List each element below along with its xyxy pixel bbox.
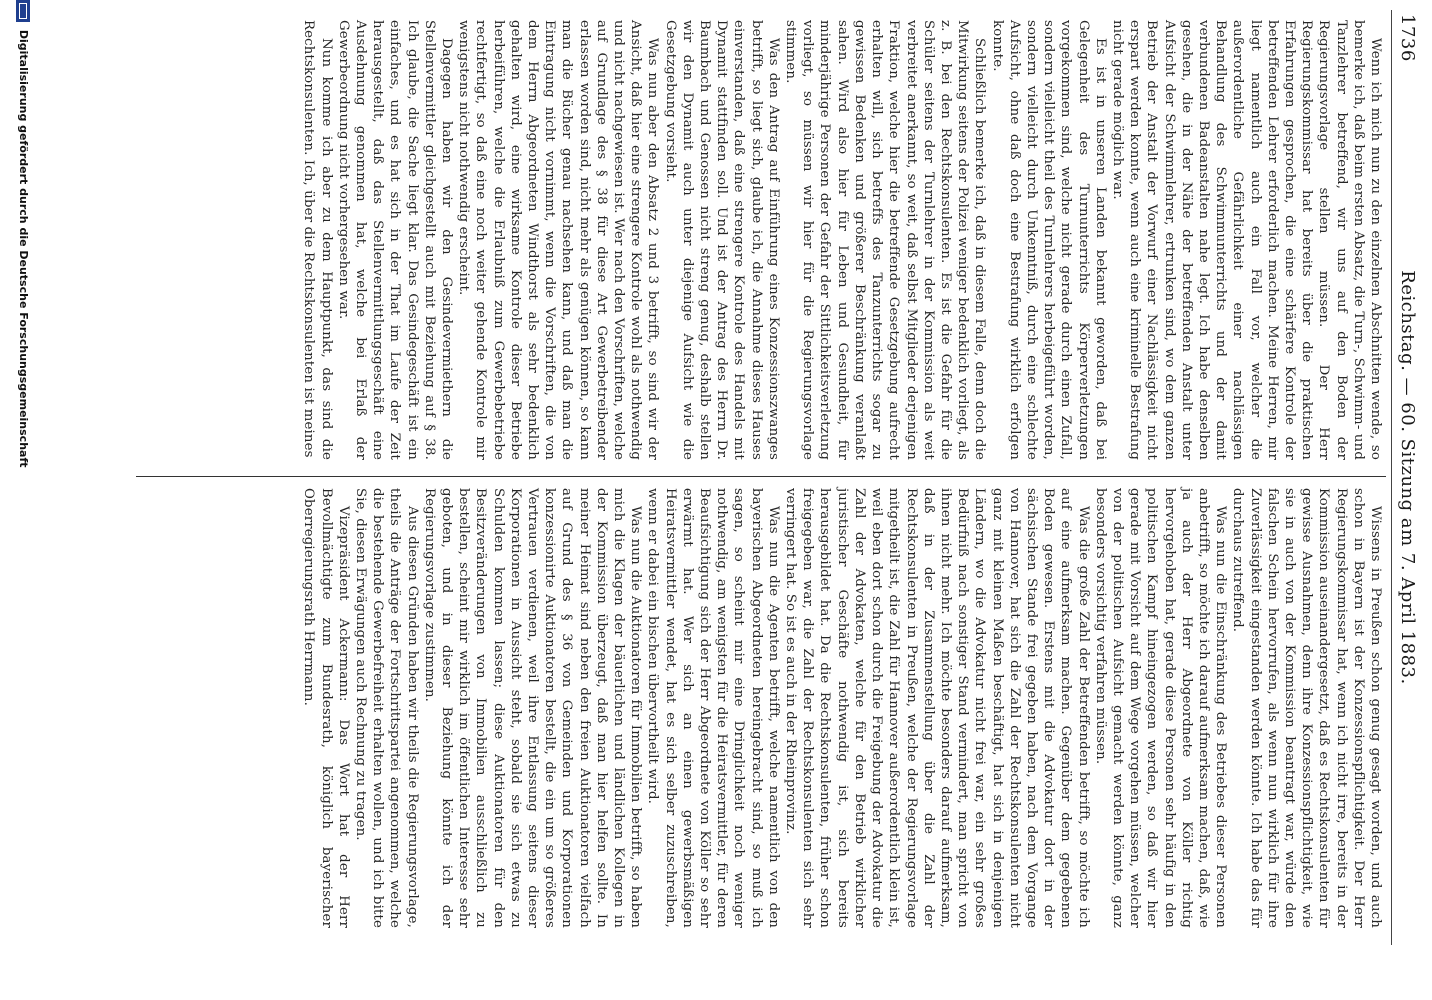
paragraph: Was die große Zahl der Betreffenden betrifft, so möchte ich auf eine aufmerksam machen. Gegenüber dem gegebenen Boden gewesen. Erstens mit die Advokatur dort in der sächsischen Stande frei gegeben haben, nach dem Vorgange von Hannover, hat sich die Zahl der Rechtskonsulenten nicht ganz mit kleinen Maßen beschäftigt, hat sich in denjenigen Ländern, wo die Advokatur nicht frei war, ein sehr großes Bedürfniß nach sonstiger Stand vermindert, man spricht von ihnen nicht mehr. Ich möchte besonders darauf aufmerksam, daß in der Zusammenstellung über die Zahl der Rechtskonsulenten in Preußen, welche der Regierungsvorlage mitgetheilt ist, die Zahl für Hannover außerordentlich klein ist, weil eben dort schon durch die Freigebung der Advokatur die Zahl der Advokaten, welche für den Betrieb wirklicher juristischer Geschäfte nothwendig ist, sich bereits herausgebildet hat. Da die Rechtskonsulenten, früher schon freigegeben war, die Zahl der Rechtskonsulenten sich sehr verringert hat. So ist es auch in der Rheinprovinz. [783,488,1091,928]
paragraph: Nun komme ich aber zu dem Hauptpunkt, das sind die Rechtskonsulenten. Ich, über die Rechtskonsulenten ist meines [301,20,334,460]
page-number: 1736 [1397,14,1418,62]
paragraph: Aus diesen Gründen haben wir theils die Regierungsvorlage, theils die Anträge der Fortschrittspartei angenommen, welche die bestehende Gewerbefreiheit erhalten wollen, und ich bitte Sie, diesen Erwägungen auch Rechnung zu tragen. [353,488,420,928]
digitization-credit [8,0,30,1000]
header-rule [1391,10,1392,945]
paragraph: Wenn ich mich nun zu den einzelnen Abschnitten wende, so bemerke ich, daß beim ersten Absatz, die Turn-, Schwimm- und Tanzlehrer betreffend, wir uns auf den Boden der Regierungsvorlage stellen müssen. Der Herr Regierungskommissar hat bereits über die praktischen Erfahrungen gesprochen, die eine schärfere Kontrole der betreffenden Lehrer erforderlich machen. Meine Herren, mir liegt namentlich auch ein Fall vor, welcher die außerordentliche Gefährlichkeit einer nachlässigen Behandlung des Schwimmunterrichts und der damit verbundenen Badeanstalten nahe legt. Ich habe denselben gesehen, die in der Nähe der betreffenden Anstalt unter Aufsicht der Schwimmlehrer, ertrunken sind, wo dem ganzen Betrieb der Anstalt der Vorwurf einer Nachlässigkeit nicht erspart werden konnte, wenn auch eine kriminelle Bestrafung nicht gerade möglich war. [1109,20,1383,460]
page-title: Reichstag. — 60. Sitzung am 7. April 1883. [1397,270,1418,685]
running-head [1388,10,1418,945]
paragraph: Was nun die Auktionatoren für Immobilien betrifft, so haben mich die Klagen der bäuerlichen und ländlichen Kollegen in der Kommission überzeugt, daß man hier helfen sollte. In meiner Heimat sind neben den freien Auktionatoren vielfach auf Grund des § 36 von Gemeinden und Korporationen konzessionirte Auktionatoren bestellt, die ein um so größeres Vertrauen verdienen, weil ihre Entlassung seitens dieser Korporationen in Aussicht steht, sobald sie sich etwas zu Schulden kommen lassen; diese Auktionatoren für den Besitzveränderungen von Immobilien ausschließlich zu bestellen, scheint mir wirklich im öffentlichen Interesse sehr geboten, und in dieser Beziehung könnte ich der Regierungsvorlage zustimmen. [421,488,644,928]
paragraph: Was den Antrag auf Einführung eines Konzessionszwanges betrifft, so liegt sich, glaube ich, die Annahme dieses Hauses einverstanden, daß eine strengere Kontrole des Handels mit Dynamit stattfinden soll. Und ist der Antrag des Herrn Dr. Baumbach und Genossen nicht streng genug, deshalb stellen wir den Dynamit auch unter diejenige Aufsicht wie die Gesetzgebung vorsieht. [662,20,781,460]
credit-text: Digitalisierung gefördert durch die Deutsche Forschungsgemeinschaft [17,29,30,468]
paragraph: Was nun aber den Absatz 2 und 3 betrifft, so sind wir der Ansicht, daß hier eine strengere Kontrole wohl als nothwendig und nicht nachgewiesen ist. Wer nach den Vorschriften, welche auf Grundlage des § 38 für diese Art Gewerbetreibender erlassen worden sind, nicht mehr als genügen können, so kann man die Bücher genau nachsehen kann, und daß man die Eintragung nicht vornimmt, wenn die Vorschriften, die von dem Herrn Abgeordneten Windthorst als sehr bedenklich gehalten wird, eine wirksame Kontrole dieser Betriebe herbeiführen, welche die Erlaubniß zum Gewerbebetriebe rechtfertigt, so daß eine noch weiter gehende Kontrole mir wenigstens nicht nothwendig erscheint. [456,20,661,460]
paragraph: Was nun die Einschränkung des Betriebes dieser Personen anbetrifft, so möchte ich darauf aufmerksam machen, daß, wie ja auch der Herr Abgeordnete von Köller richtig hervorgehoben hat, gerade diese Personen sehr häufig in den politischen Kampf hineingezogen werden, so daß wir hier gerade mit Vorsicht auf dem Wege vorgehen müssen, welcher von der politischen Aufsicht gemacht werden könnte, ganz besonders vorsichtig verfahren müssen. [1092,488,1229,928]
paragraph: Vizepräsident Ackermann: Das Wort hat der Herr Bevollmächtigte zum Bundesrath, königlich bayerischer Oberregierungsrath Herrmann. [301,488,351,928]
paragraph: Schließlich bemerke ich, daß in diesem Falle, denn doch die Mitwirkung seitens der Polizei weniger bedenklich vorliegt, als z. B. bei den Rechtskonsulenten. Es ist die Gefahr für die Schüler seitens der Turnlehrer in der Kommission als weit verbreitet anerkannt, so weit, daß selbst Mitglieder derjenigen Fraktion, welche hier die betreffende Gesetzgebung aufrecht erhalten will, sich betreffs des Tanzunterrichts sogar zu gewissen Bedenken und größerer Beschränkung veranlaßt sahen. Wird also hier für Leben und Gesundheit, für minderjährige Personen der Gefahr der Sittlichkeitsverletzung vorliegt, so müssen wir hier für die Regierungsvorlage stimmen. [783,20,988,460]
dfg-logo-icon [16,0,30,22]
right-text-column [301,488,1384,928]
paragraph: Wissens in Preußen schon genug gesagt worden, und auch schon in Bayern ist der Konzessionspflichtigkeit. Der Herr Regierungskommissar hat, wenn ich nicht irre, bereits in der Kommission auseinandergesetzt, daß es Rechtskonsulenten für gewisse Ausnahmen, denn ihre Konzessionspflichtigkeit, wie sie in auch von der Kommission beantragt war, würde den falschen Schein hervorrufen, als wenn nun wirklich für ihre Zuverlässigkeit eingestanden werden könnte. Ich habe das für durchaus zutreffend. [1230,488,1383,928]
column-divider [136,476,1386,477]
left-text-column [139,20,1384,460]
document-body [132,10,1432,945]
paragraph: Dagegen haben wir den Gesindevermiethern die Stellenvermittler gleichgestellt auch mit Beziehung auf § 38. Ich glaube, die Sache liegt klar. Das Gesindegeschäft ist ein einfaches, und es hat sich in der That im Laufe der Zeit herausgestellt, daß das Stellenvermittlungsgeschäft eine Ausdehnung genommen hat, welche bei Erlaß der Gewerbeordnung nicht vorhergesehen war. [335,20,455,460]
paragraph: Was nun die Agenten betrifft, welche namentlich von den bayerischen Abgeordneten hereingebracht sind, so muß ich sagen, so scheint mir eine Dringlichkeit noch weniger nothwendig, am wenigsten für die Heiratsvermittler, für deren Beaufsichtigung sich der Herr Abgeordnete von Köller so sehr erwärmt hat. Wer sich an einen gewerbsmäßigen Heiratsvermittler wendet, hat es sich selber zuzuschreiben, wenn er dabei ein bischen übervortheilt wird. [645,488,781,928]
paragraph: Es ist in unseren Landen bekannt geworden, daß bei Gelegenheit des Turnunterrichts Körperverletzungen vorgekommen sind, welche nicht gerade durch einen Zufall, sondern vielleicht theil des Turnlehrers herbeigeführt worden, sondern vielleicht durch Unkenntniß, durch eine schlechte Aufsicht, ohne daß doch eine Bestrafung wirklich erfolgen konnte. [989,20,1108,460]
